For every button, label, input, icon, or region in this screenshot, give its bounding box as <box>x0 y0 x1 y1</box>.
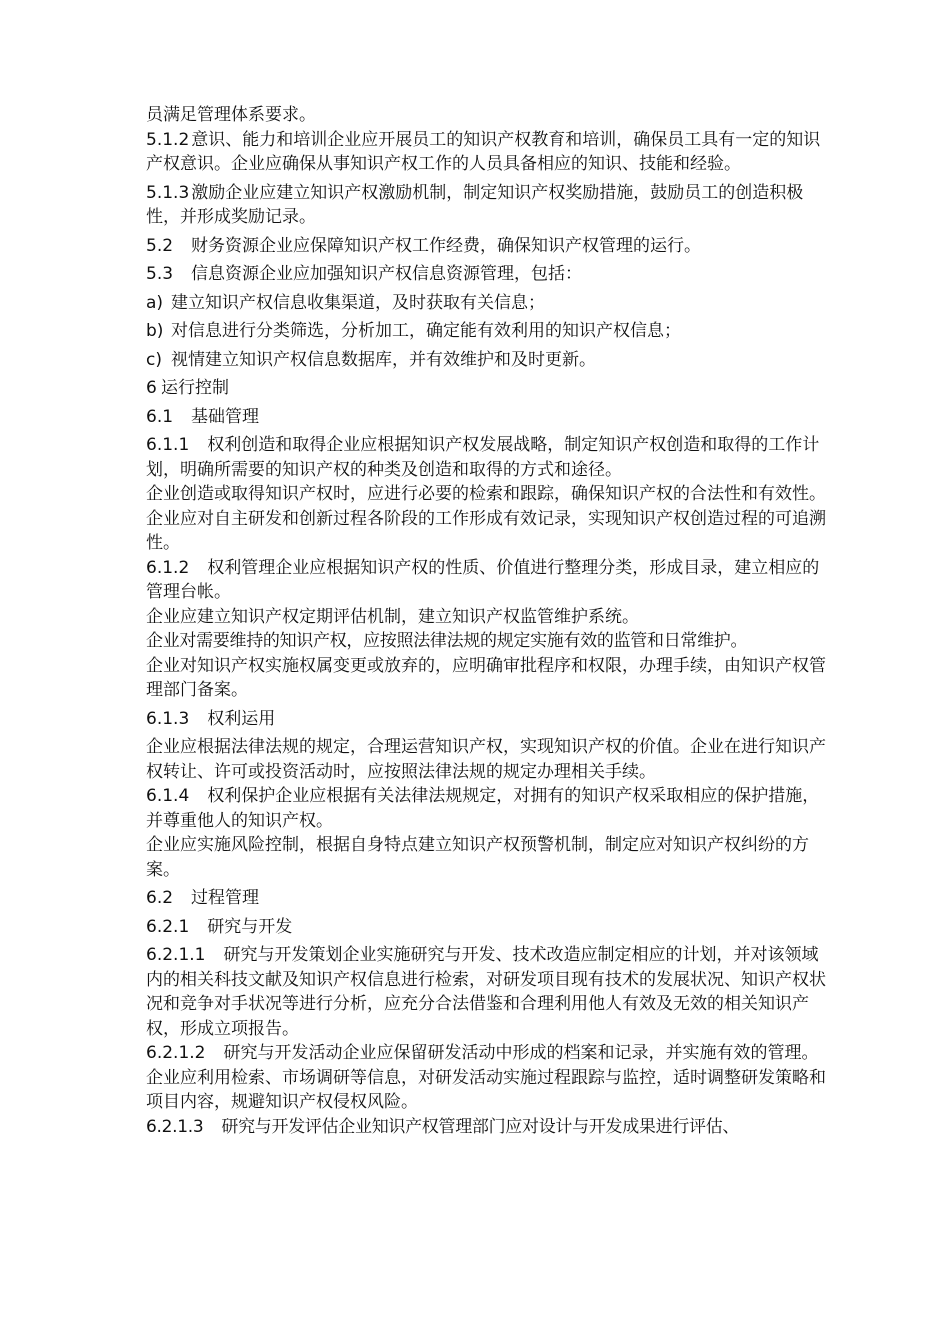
clause-6-1-1 <box>146 433 826 482</box>
clause-text: 研究与开发策划企业实施研究与开发、技术改造应制定相应的计划，并对该领域内的相关科技文献及知识产权信息进行检索，对研发项目现有技术的发展状况、知识产权状况和竞争对手状况等进行分析，应充分合法借鉴和合理利用他人有效及无效的相关知识产权，形成立项报告。 <box>146 945 826 1039</box>
clause-6-2-1-2 <box>146 1041 826 1115</box>
paragraph-text: 员满足管理体系要求。 <box>146 105 316 125</box>
clause-text: 激励企业应建立知识产权激励机制，制定知识产权奖励措施，鼓励员工的创造积极性，并形成奖励记录。 <box>146 182 804 227</box>
clause-number: 6.1.1 <box>146 435 190 455</box>
clause-text: 权利管理企业应根据知识产权的性质、价值进行整理分类，形成目录，建立相应的管理台帐。 <box>146 557 820 602</box>
clause-number: 6.2.1.1 <box>146 945 206 965</box>
clause-number: 6.1.2 <box>146 557 190 578</box>
section-heading-6-1 <box>146 405 826 430</box>
list-item-a <box>146 291 826 316</box>
paragraph <box>146 605 826 630</box>
clause-number: 5.2 <box>146 235 174 256</box>
paragraph <box>146 654 826 703</box>
clause-text: 意识、能力和培训企业应开展员工的知识产权教育和培训，确保员工具有一定的知识产权意识。企业应确保从事知识产权工作的人员具备相应的知识、技能和经验。 <box>146 129 821 174</box>
section-number: 6.2.1 <box>146 916 190 937</box>
list-marker: c) <box>146 349 162 370</box>
clause-6-1-4 <box>146 784 826 833</box>
clause-5-1-2 <box>146 128 826 177</box>
paragraph-text: 企业对需要维持的知识产权，应按照法律法规的规定实施有效的监管和日常维护。 <box>146 631 748 651</box>
clause-number: 5.1.3 <box>146 182 190 203</box>
paragraph-text: 企业应对自主研发和创新过程各阶段的工作形成有效记录，实现知识产权创造过程的可追溯性。 <box>146 508 826 553</box>
clause-text: 权利创造和取得企业应根据知识产权发展战略，制定知识产权创造和取得的工作计划，明确所需要的知识产权的种类及创造和取得的方式和途径。 <box>146 435 820 480</box>
clause-5-1-3 <box>146 181 826 230</box>
section-title: 过程管理 <box>191 888 260 908</box>
paragraph <box>146 735 826 784</box>
clause-number: 5.1.2 <box>146 129 190 150</box>
clause-number: 6.2.1.3 <box>146 1116 204 1137</box>
clause-5-3 <box>146 262 826 287</box>
clause-text: 信息资源企业应加强知识产权信息资源管理，包括： <box>191 264 583 284</box>
clause-6-2-1-3 <box>146 1115 826 1140</box>
section-title: 研究与开发 <box>207 916 293 937</box>
section-heading-6-2 <box>146 886 826 911</box>
section-title: 运行控制 <box>161 378 229 398</box>
clause-5-2 <box>146 234 826 259</box>
paragraph <box>146 482 826 507</box>
document-page <box>146 103 826 1139</box>
paragraph-text: 企业应根据法律法规的规定，合理运营知识产权，实现知识产权的价值。企业在进行知识产权转让、许可或投资活动时，应按照法律法规的规定办理相关手续。 <box>146 737 826 782</box>
section-number: 6.1 <box>146 406 174 427</box>
paragraph <box>146 629 826 654</box>
paragraph-text: 企业创造或取得知识产权时，应进行必要的检索和跟踪，确保知识产权的合法性和有效性。 <box>146 484 826 504</box>
clause-text: 研究与开发评估企业知识产权管理部门应对设计与开发成果进行评估、 <box>221 1116 740 1137</box>
section-heading-6-2-1 <box>146 915 826 940</box>
clause-number: 6.2.1.2 <box>146 1043 206 1063</box>
list-item-text: 视情建立知识产权信息数据库，并有效维护和及时更新。 <box>171 349 596 370</box>
list-marker: b) <box>146 321 164 341</box>
list-item-text: 建立知识产权信息收集渠道，及时获取有关信息； <box>171 292 545 313</box>
clause-number: 5.3 <box>146 264 174 284</box>
paragraph <box>146 833 826 882</box>
clause-number: 6.1.4 <box>146 786 190 806</box>
clause-6-1-2 <box>146 556 826 605</box>
clause-6-1-3 <box>146 707 826 732</box>
clause-text: 研究与开发活动企业应保留研发活动中形成的档案和记录，并实施有效的管理。企业应利用检索、市场调研等信息，对研发活动实施过程跟踪与监控，适时调整研发策略和项目内容，规避知识产权侵权风险。 <box>146 1043 826 1112</box>
list-item-c <box>146 348 826 373</box>
section-heading-6 <box>146 376 826 401</box>
list-marker: a) <box>146 292 164 313</box>
paragraph-text: 企业应实施风险控制，根据自身特点建立知识产权预警机制，制定应对知识产权纠纷的方案。 <box>146 835 809 880</box>
paragraph-text: 企业应建立知识产权定期评估机制，建立知识产权监管维护系统。 <box>146 606 639 627</box>
paragraph-text: 企业对知识产权实施权属变更或放弃的，应明确审批程序和权限，办理手续，由知识产权管理部门备案。 <box>146 655 826 700</box>
clause-number: 6.1.3 <box>146 708 190 729</box>
paragraph <box>146 103 826 128</box>
clause-text: 权利运用 <box>207 708 276 729</box>
paragraph <box>146 507 826 556</box>
list-item-b <box>146 319 826 344</box>
section-number: 6 <box>146 378 157 398</box>
section-title: 基础管理 <box>191 406 260 427</box>
section-number: 6.2 <box>146 888 174 908</box>
list-item-text: 对信息进行分类筛选，分析加工，确定能有效利用的知识产权信息； <box>171 321 681 341</box>
clause-6-2-1-1 <box>146 943 826 1041</box>
clause-text: 财务资源企业应保障知识产权工作经费，确保知识产权管理的运行。 <box>191 235 702 256</box>
clause-text: 权利保护企业应根据有关法律法规规定，对拥有的知识产权采取相应的保护措施，并尊重他人的知识产权。 <box>146 786 820 831</box>
